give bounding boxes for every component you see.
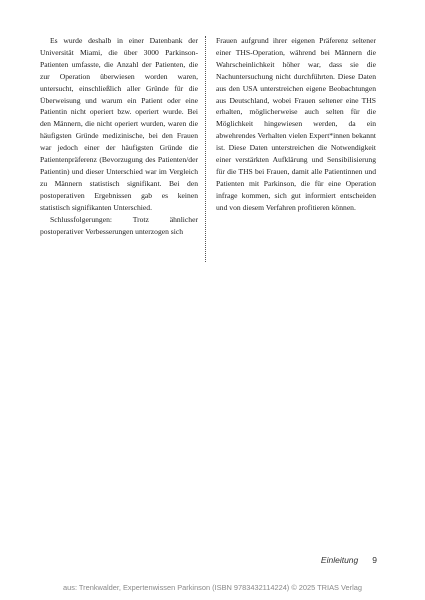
body-paragraph: Es wurde deshalb in einer Datenbank der Universität Miami, die über 3000 Parkinson-Patienten umfasste, die Anzahl der Patienten, die zur Operation überwiesen worden waren, untersucht, einschließlich aller Gründe für die Überweisung und warum ein Patient oder eine Patientin nicht operiert bzw. operiert wurde. Bei den Männern, die nicht operiert wurden, waren die häufigsten Gründe medizinische, bei den Frauen war jedoch einer der häufigsten Gründe die Patientenpräferenz (Bevorzugung des Patienten/der Patientin) und dieser Unterschied war im Vergleich zu Männern statistisch signifikant. Bei den postoperativen Ergebnissen gab es keinen statistisch signifikanten Unterschied. bbox=[40, 36, 198, 212]
section-label: Einleitung bbox=[320, 555, 359, 565]
source-credit-line: aus: Trenkwalder, Expertenwissen Parkinson (ISBN 9783432114224) © 2025 TRIAS Verlag bbox=[63, 583, 362, 592]
body-paragraph: Frauen aufgrund ihrer eigenen Präferenz seltener einer THS-Operation, während bei Männern die Wahrscheinlichkeit höher war, dass sie die Nachuntersuchung nicht durchführten. Diese Daten aus den USA unterstreichen eigene Beobachtungen aus Deutschland, wobei Frauen seltener eine THS erhalten, möglicherweise auch selten für die Möglichkeit hingewiesen werden, da ein abwehrendes Verhalten vielen Expert*innen bekannt ist. Diese Daten unterstreichen die Notwendigkeit einer verstärkten Aufklärung und Sensibilisierung für die THS bei Frauen, damit alle Patientinnen und Patienten mit Parkinson, die für eine Operation infrage kommen, sich gut informiert entscheiden und von diesem Verfahren profitieren können. bbox=[216, 36, 376, 212]
column-divider bbox=[205, 36, 206, 262]
text-column-right bbox=[216, 35, 376, 214]
body-paragraph: Schlussfolgerungen: Trotz ähnlicher postoperativer Verbesserungen unterzogen sich bbox=[40, 214, 198, 236]
page-number: 9 bbox=[372, 555, 377, 565]
running-footer bbox=[321, 555, 377, 565]
text-column-left bbox=[40, 35, 198, 237]
